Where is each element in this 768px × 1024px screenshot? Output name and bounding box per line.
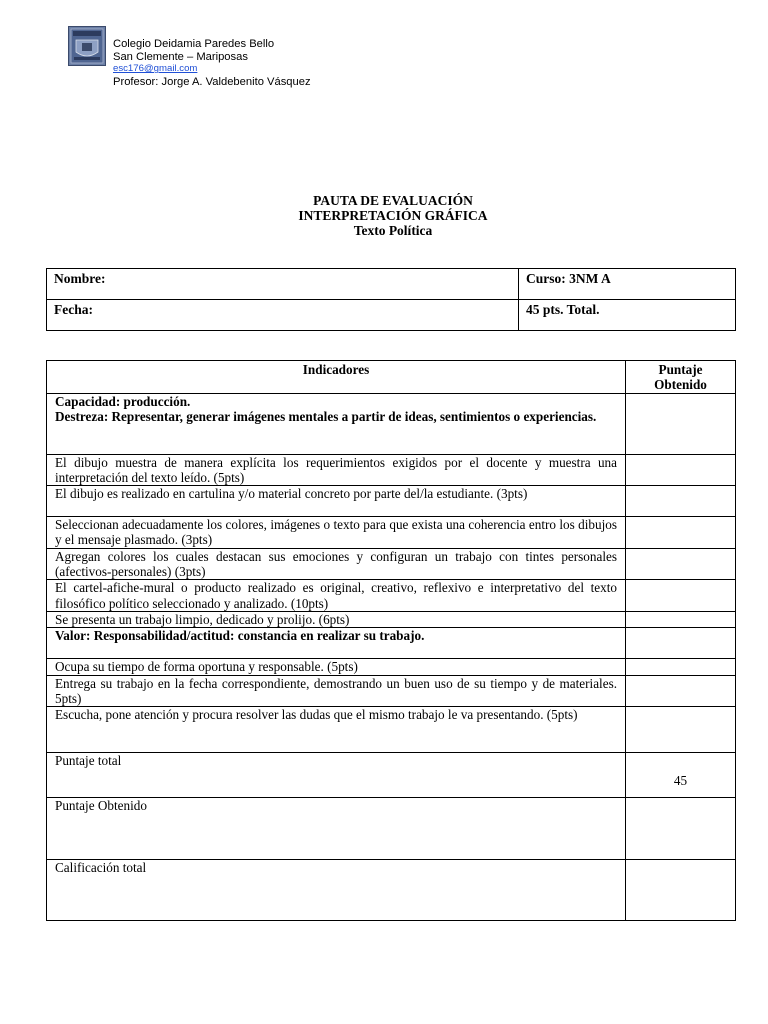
total-points-cell <box>519 300 736 331</box>
total-points-label-cell: Puntaje total <box>47 753 626 798</box>
school-name: Colegio Deidamia Paredes Bello <box>113 38 275 50</box>
column-header-points: Puntaje Obtenido <box>626 361 736 394</box>
school-location: San Clemente – Mariposas <box>113 50 248 63</box>
skill-section-header <box>47 393 626 454</box>
title-line-2: INTERPRETACIÓN GRÁFICA <box>298 208 488 223</box>
indicator-row: Seleccionan adecuadamente los colores, imágenes o texto para que exista una coherencia entro los dibujos y el mensaje plasmado. (3pts) <box>47 517 626 549</box>
indicator-row: Agregan colores los cuales destacan sus emociones y configuran un trabajo con tintes personales (afectivos-personales) (3pts) <box>47 548 626 580</box>
indicator-row: Se presenta un trabajo limpio, dedicado y prolijo. (6pts) <box>47 611 626 627</box>
obtained-points-field[interactable] <box>626 798 736 860</box>
title-line-1: PAUTA DE EVALUACIÓN <box>313 193 473 208</box>
points-cell[interactable] <box>626 675 736 707</box>
course-cell <box>519 269 736 300</box>
title-line-3: Texto Política <box>353 223 433 238</box>
points-cell[interactable] <box>626 611 736 627</box>
school-crest-icon <box>68 26 106 66</box>
course-label: Curso: 3NM A <box>526 271 611 286</box>
indicator-row: El cartel-afiche-mural o producto realizado es original, creativo, reflexivo e interpretativo del texto filosófico político seleccionado y analizado. (10pts) <box>47 580 626 612</box>
indicator-row: Entrega su trabajo en la fecha correspondiente, demostrando un buen uso de su tiempo y de materiales. 5pts) <box>47 675 626 707</box>
points-cell[interactable] <box>626 454 736 486</box>
student-info-table <box>46 268 736 331</box>
points-cell[interactable] <box>626 628 736 659</box>
indicator-row: Ocupa su tiempo de forma oportuna y responsable. (5pts) <box>47 659 626 675</box>
points-cell[interactable] <box>626 580 736 612</box>
obtained-points-label-cell: Puntaje Obtenido <box>47 798 626 860</box>
final-grade-field[interactable] <box>626 860 736 921</box>
name-field[interactable] <box>47 269 519 300</box>
name-label: Nombre: <box>54 271 106 286</box>
indicator-row: El dibujo es realizado en cartulina y/o material concreto por parte del/la estudiante. (3pts) <box>47 486 626 517</box>
total-points-value: 45 <box>626 753 736 798</box>
final-grade-label-cell: Calificación total <box>47 860 626 921</box>
rubric-table <box>46 360 736 921</box>
indicator-row: Escucha, pone atención y procura resolver las dudas que el mismo trabajo le va presentando. (5pts) <box>47 707 626 753</box>
points-cell[interactable] <box>626 548 736 580</box>
email-link[interactable]: esc176@gmail.com <box>113 63 198 75</box>
column-header-indicators: Indicadores <box>47 361 626 394</box>
indicator-row: El dibujo muestra de manera explícita los requerimientos exigidos por el docente y muestra una interpretación del texto leído. (5pts) <box>47 454 626 486</box>
value-section-header: Valor: Responsabilidad/actitud: constancia en realizar su trabajo. <box>47 628 626 659</box>
skill-label: Destreza: Representar, generar imágenes mentales a partir de ideas, sentimientos o experiencias. <box>55 408 597 424</box>
capacity-label: Capacidad: producción. <box>55 393 191 409</box>
points-cell[interactable] <box>626 517 736 549</box>
points-cell[interactable] <box>626 393 736 454</box>
date-field[interactable] <box>47 300 519 331</box>
date-label: Fecha: <box>54 302 93 317</box>
points-cell[interactable] <box>626 659 736 675</box>
points-cell[interactable] <box>626 707 736 753</box>
points-cell[interactable] <box>626 486 736 517</box>
total-points-label: 45 pts. Total. <box>526 302 600 317</box>
school-info <box>113 38 311 88</box>
teacher-name: Profesor: Jorge A. Valdebenito Vásquez <box>113 75 311 88</box>
document-title <box>0 193 768 238</box>
